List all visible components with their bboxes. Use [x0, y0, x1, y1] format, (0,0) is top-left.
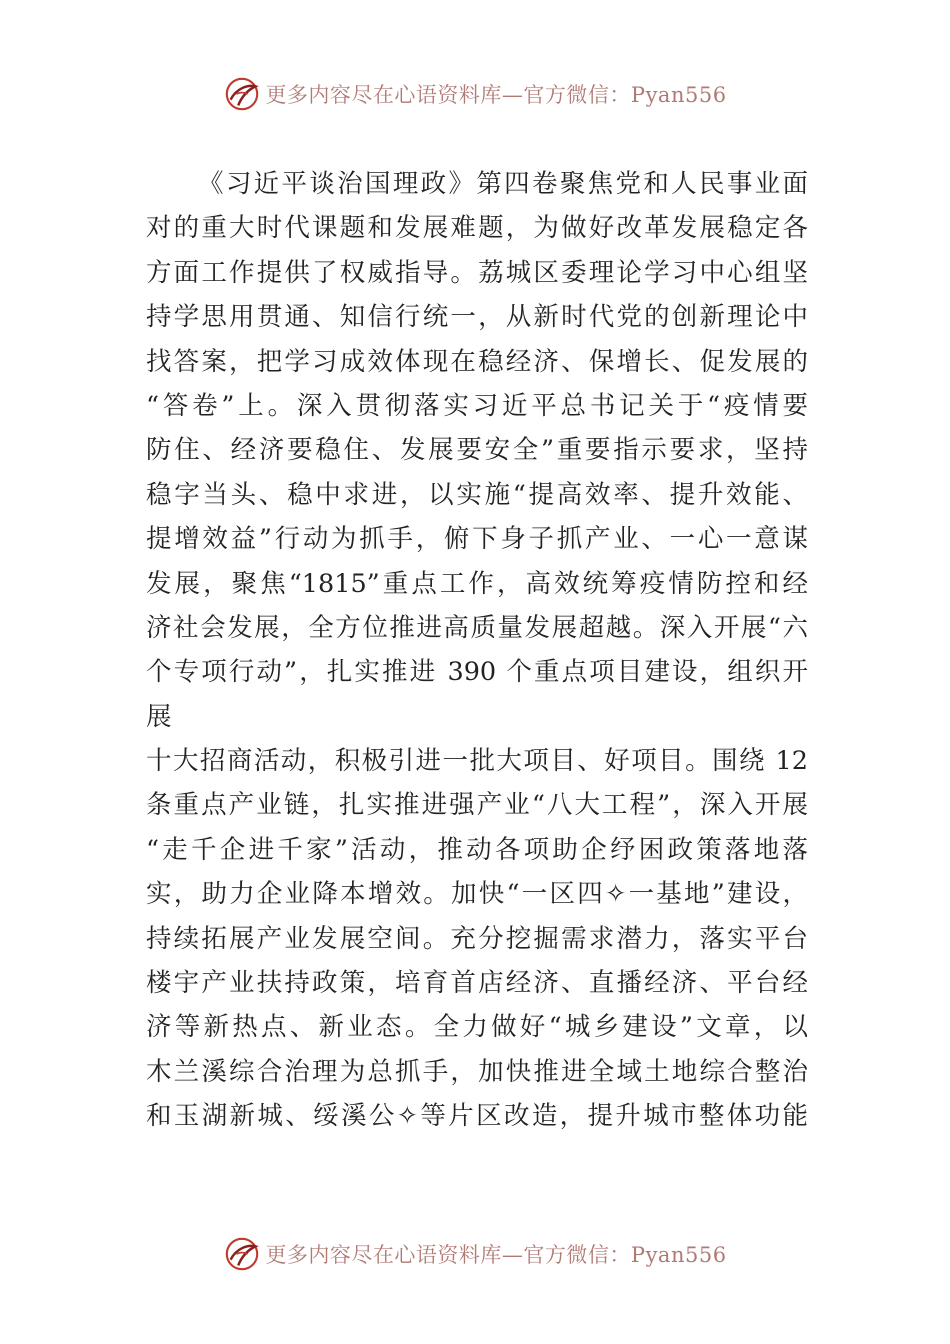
article-line: 方面工作提供了权威指导。荔城区委理论学习中心组坚 [146, 257, 808, 288]
article-line: 提增效益”行动为抓手，俯下身子抓产业、一心一意谋 [146, 524, 808, 555]
article-line: 发展，聚焦“1815”重点工作，高效统筹疫情防控和经 [146, 568, 808, 599]
banner-text: 更多内容尽在心语资料库—官方微信：Pyan556 [265, 83, 727, 107]
article-line: 持学思用贯通、知信行统一，从新时代党的创新理论中 [146, 302, 808, 333]
article-line: 济社会发展，全方位推进高质量发展超越。深入开展“六 [146, 612, 808, 643]
article-line: 防住、经济要稳住、发展要安全”重要指示要求，坚持 [146, 435, 808, 466]
article-line: 济等新热点、新业态。全力做好“城乡建设”文章，以 [146, 1012, 808, 1043]
article-line: 条重点产业链，扎实推进强产业“八大工程”，深入开展 [146, 790, 808, 821]
article-line: 找答案，把学习成效体现在稳经济、保增长、促发展的 [146, 346, 808, 377]
article-line: 稳字当头、稳中求进，以实施“提高效率、提升效能、 [146, 479, 808, 510]
article-line: 实，助力企业降本增效。加快“一区四✧一基地”建设， [146, 879, 808, 910]
header-banner [0, 72, 950, 116]
article-line: 持续拓展产业发展空间。充分挖掘需求潜力，落实平台 [146, 923, 808, 954]
logo-icon [223, 1235, 261, 1273]
article-line: 木兰溪综合治理为总抓手，加快推进全域土地综合整治 [146, 1056, 808, 1087]
article-line: “答卷”上。深入贯彻落实习近平总书记关于“疫情要 [146, 390, 808, 421]
article-line: 对的重大时代课题和发展难题，为做好改革发展稳定各 [146, 213, 808, 244]
banner-text: 更多内容尽在心语资料库—官方微信：Pyan556 [265, 1243, 727, 1267]
footer-banner [0, 1232, 950, 1276]
article-line: 个专项行动”，扎实推进 390 个重点项目建设，组织开 [146, 657, 808, 688]
article-line: 展 [146, 701, 172, 732]
article-line: 十大招商活动，积极引进一批大项目、好项目。围绕 12 [146, 746, 808, 777]
article-line: 和玉湖新城、绥溪公✧等片区改造，提升城市整体功能 [146, 1101, 808, 1132]
logo-icon [223, 75, 261, 113]
article-line: 《习近平谈治国理政》第四卷聚焦党和人民事业面 [198, 169, 808, 199]
article-line: “走千企进千家”活动，推动各项助企纾困政策落地落 [146, 834, 808, 865]
article-line: 楼宇产业扶持政策，培育首店经济、直播经济、平台经 [146, 968, 808, 999]
article-body [146, 162, 808, 1139]
